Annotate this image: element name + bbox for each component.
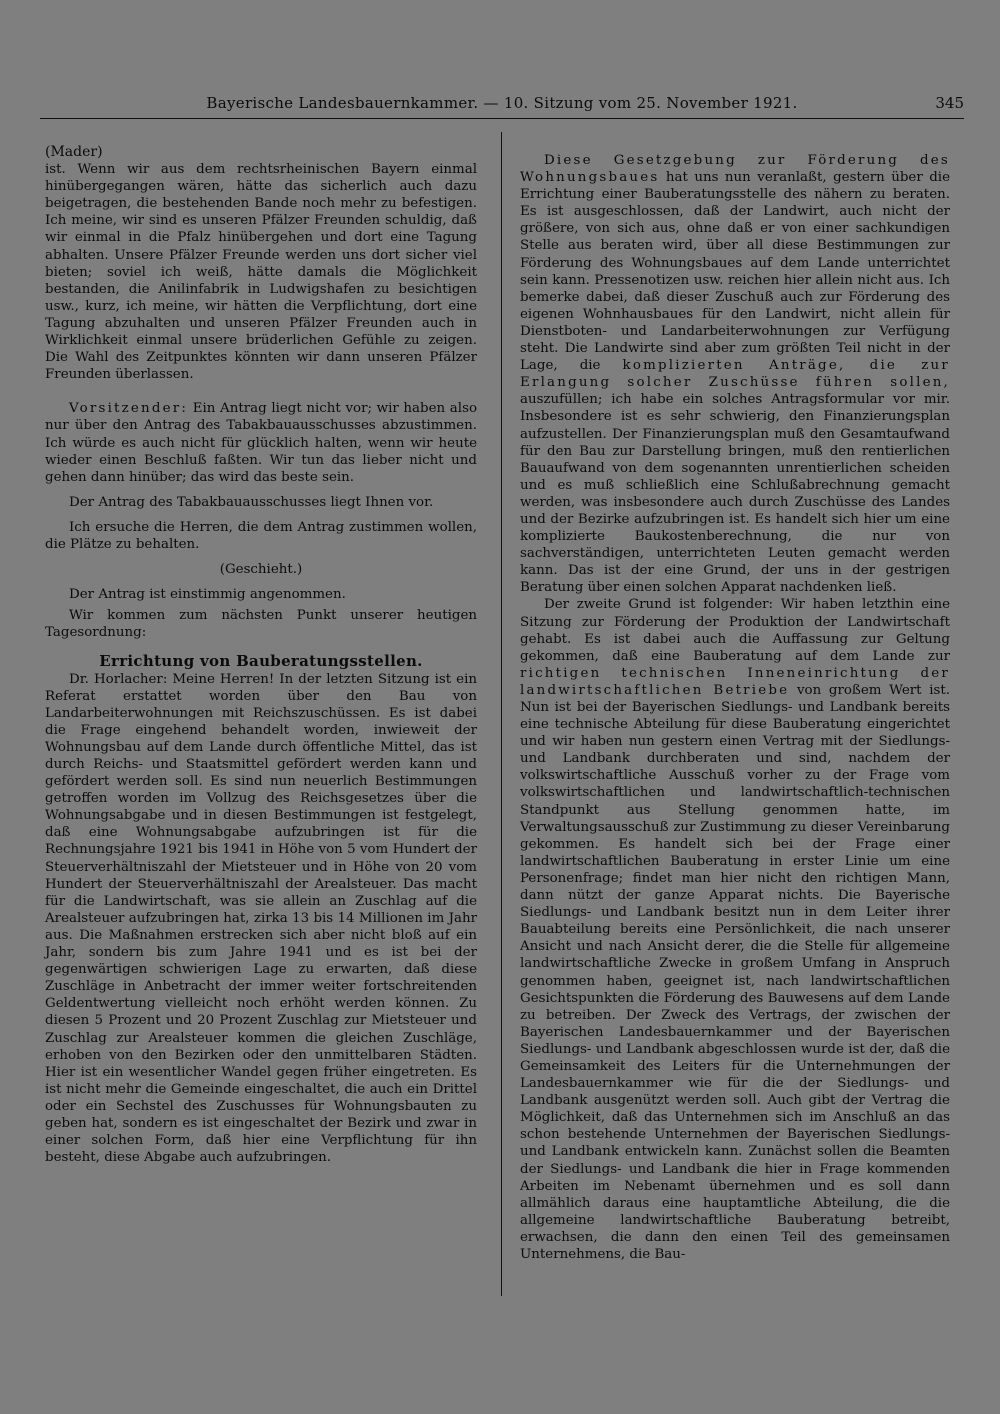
paragraph: Der Antrag des Tabakbauausschusses liegt Ihnen vor. xyxy=(69,494,434,510)
paragraph: Wir kommen zum nächsten Punkt unserer heutigen Tagesordnung: xyxy=(45,608,477,641)
emphasis-text: komplizierten Anträge, die zur Erlangung solcher Zuschüsse führen sollen, xyxy=(520,358,950,391)
paragraph xyxy=(45,671,477,1167)
page-header xyxy=(40,94,964,118)
section-heading: Errichtung von Bauberatungsstellen. xyxy=(99,652,423,671)
right-column xyxy=(520,152,950,1263)
paragraph: Ich ersuche die Herren, die dem Antrag zustimmen wollen, die Plätze zu behalten. xyxy=(45,519,477,552)
paragraph-text: Meine Herren! In der letzten Sitzung ist ein Referat erstattet worden über den Bau von Landarbeiterwohnungen mit Reichszuschüssen. Es ist dabei die Frage eingehend behandelt worden, inwieweit der Wohnungsbau auf dem Lande durch öffentliche Mittel, das ist durch Reichs- und Staatsmittel gefördert werden kann und gefördert werden soll. Es sind nun neuerlich Bestimmungen getroffen worden im Vollzug des Reichsgesetzes über die Wohnungsabgabe und in diesen Bestimmungen ist festgelegt, daß eine Wohnungsabgabe aufzubringen ist für die Rechnungsjahre 1921 bis 1941 in Höhe von 5 vom Hundert der Steuerverhältniszahl der Mietsteuer und in Höhe von 20 vom Hundert der Steuerverhältniszahl der Arealsteuer. Das macht für die Landwirtschaft, was sie allein an Zuschlag auf die Arealsteuer aufzubringen hat, zirka 13 bis 14 Millionen im Jahr aus. Die Maßnahmen erstrecken sich aber nicht bloß auf ein Jahr, sondern bis zum Jahre 1941 und es ist bei der gegenwärtigen schwierigen Lage zu erwarten, daß diese Zuschläge in Anbetracht der immer weiter fortschreitenden Geldentwertung vielleicht noch erhöht werden können. Zu diesen 5 Prozent und 20 Prozent Zuschlag zur Mietsteuer und Zuschlag zur Arealsteuer kommen die gleichen Zuschläge, erhoben von den Bezirken oder den unmittelbaren Städten. Hier ist ein wesentlicher Wandel gegen früher eingetreten. Es ist nicht mehr die Gemeinde eingeschaltet, die auch ein Drittel oder ein Sechstel des Zuschusses für Wohnungsbauten zu geben hat, sondern es ist eingeschaltet der Bezirk und zwar in einer solchen Form, daß hier eine Verpflichtung für ihn besteht, diese Abgabe auch aufzubringen. xyxy=(45,671,478,1166)
paragraph: Der Antrag ist einstimmig angenommen. xyxy=(69,587,346,603)
emphasis-text: richtigen technischen Inneneinrichtung der landwirtschaftlichen Betriebe xyxy=(520,665,950,698)
running-title: Bayerische Landesbauernkammer. — 10. Sitzung vom 25. November 1921. xyxy=(206,94,798,112)
speaker-name: Dr. Horlacher: xyxy=(69,671,168,687)
paragraph-text: Der zweite Grund ist folgender: Wir haben letzthin eine Sitzung zur Förderung der Produktion der Landwirtschaft gehabt. Es ist dabei auch die Auffassung zur Geltung gekommen, daß eine Bauberatung auf dem Lande zur xyxy=(520,597,950,664)
speaker-name: Vorsitzender: xyxy=(69,401,189,417)
paragraph: ist. Wenn wir aus dem rechtsrheinischen Bayern einmal hinübergegangen wären, hätte das sicherlich auch dazu beigetragen, die bestehenden Bande noch mehr zu befestigen. Ich meine, wir sind es unseren Pfälzer Freunden schuldig, daß wir einmal in die Pfalz hinübergehen und dort eine Tagung abhalten. Unsere Pfälzer Freunde werden uns dort sicher viel bieten; soviel ich weiß, hätte damals die Möglichkeit bestanden, die Anilinfabrik in Ludwigshafen zu besichtigen usw., kurz, ich meine, wir hätten die Verpflichtung, dort eine Tagung abzuhalten und unseren Pfälzer Freunden auch in Wirklichkeit einmal unsere brüderlichen Gefühle zu zeigen. Die Wahl des Zeitpunktes könnten wir dann unseren Pfälzer Freunden überlassen. xyxy=(45,162,477,383)
paragraph xyxy=(520,596,950,1263)
paragraph-text: Ein Antrag liegt nicht vor; wir haben also nur über den Antrag des Tabakbauausschusses abzustimmen. Ich würde es auch nicht für glücklich halten, wenn wir heute wieder einen Beschluß faßten. Wir tun das lieber nicht und gehen dann hinüber; das wird das beste sein. xyxy=(45,401,478,485)
left-column xyxy=(45,144,477,1166)
paragraph-text: auszufüllen; ich habe ein solches Antragsformular vor mir. Insbesondere ist es sehr schwierig, den Finanzierungsplan aufzustellen. Der Finanzierungsplan muß den Gesamtaufwand für den Bau zur Darstellung bringen, muß den rentierlichen Bauaufwand von dem sogenannten unrentierlichen scheiden und es muß schließlich eine Schlußabrechnung gemacht werden, was insbesondere auch durch Zuschüsse des Landes und der Bezirke aufzubringen ist. Es handelt sich hier um eine komplizierte Baukostenberechnung, die nur von sachverständigen, unterrichteten Leuten gemacht werden kann. Das ist der eine Grund, der uns in der gestrigen Beratung über einen solchen Apparat nachdenken ließ. xyxy=(520,392,950,596)
paragraph xyxy=(45,400,477,485)
paragraph-text: hat uns nun veranlaßt, gestern über die Errichtung einer Bauberatungsstelle des nähern zu beraten. Es ist ausgeschlossen, daß der Landwirt, auch nicht der größere, von sich aus, ohne daß er von einer sachkundigen Stelle aus beraten wird, über all diese Bestimmungen zur Förderung des Wohnungsbaues auf dem Lande unterrichtet sein kann. Pressenotizen usw. reichen hier allein nicht aus. Ich bemerke dabei, daß dieser Zuschuß auch zur Förderung des eigenen Wohnhausbaues für den Landwirt, nicht allein für Dienstboten- und Landarbeiterwohnungen zur Verfügung steht. Die Landwirte sind aber zum größten Teil nicht in der Lage, die xyxy=(520,170,950,374)
paragraph-text: von großem Wert ist. Nun ist bei der Bayerischen Siedlungs- und Landbank bereits eine technische Abteilung für diese Bauberatung eingerichtet und wir haben nun gestern einen Vertrag mit der Siedlungs- und Landbank durchberaten und sind, nachdem der volkswirtschaftliche Ausschuß vorher zu der Frage vom volkswirtschaftlichen und landwirtschaftlich-technischen Standpunkt aus Stellung genommen hatte, im Verwaltungsausschuß zur Zustimmung zu dieser Vereinbarung gekommen. Es handelt sich bei der Frage einer landwirtschaftlichen Bauberatung in erster Linie um eine Personenfrage; findet man hier nicht den richtigen Mann, dann nützt der ganze Apparat nichts. Die Bayerische Siedlungs- und Landbank besitzt nun in dem Leiter ihrer Bauabteilung bereits eine Persönlichkeit, die nach unserer Ansicht und nach Ansicht derer, die die Stelle für allgemeine landwirtschaftliche Zwecke in großem Umfang in Anspruch genommen haben, geeignet ist, nach landwirtschaftlichen Gesichtspunkten die Förderung des Bauwesens auf dem Lande zu betreiben. Der Zweck des Vertrags, der zwischen der Bayerischen Landesbauernkammer und der Bayerischen Siedlungs- und Landbank abgeschlossen wurde ist der, daß die Gemeinsamkeit des Leiters für die Unternehmungen der Landesbauernkammer wie für die der Siedlungs- und Landbank ausgenützt werden soll. Auch gibt der Vertrag die Möglichkeit, daß das Unternehmen sich im Anschluß an das schon bestehende Unternehmen der Bayerischen Siedlungs- und Landbank entwickeln kann. Zunächst sollen die Beamten der Siedlungs- und Landbank die hier in Frage kommenden Arbeiten im Nebenamt übernehmen und es soll dann allmählich daraus eine hauptamtliche Abteilung, die die allgemeine landwirtschaftliche Bauberatung betreibt, erwachsen, die dann den einen Teil des gemeinsamen Unternehmens, die Bau- xyxy=(520,682,950,1262)
stage-direction: (Geschieht.) xyxy=(219,562,303,578)
speaker-tag: (Mader) xyxy=(45,144,103,160)
emphasis-text: Diese Gesetzgebung zur Förderung des Wohnungsbaues xyxy=(520,153,950,186)
header-rule xyxy=(40,118,964,119)
column-divider xyxy=(501,132,502,1296)
page-number: 345 xyxy=(935,94,964,112)
paragraph xyxy=(520,152,950,596)
